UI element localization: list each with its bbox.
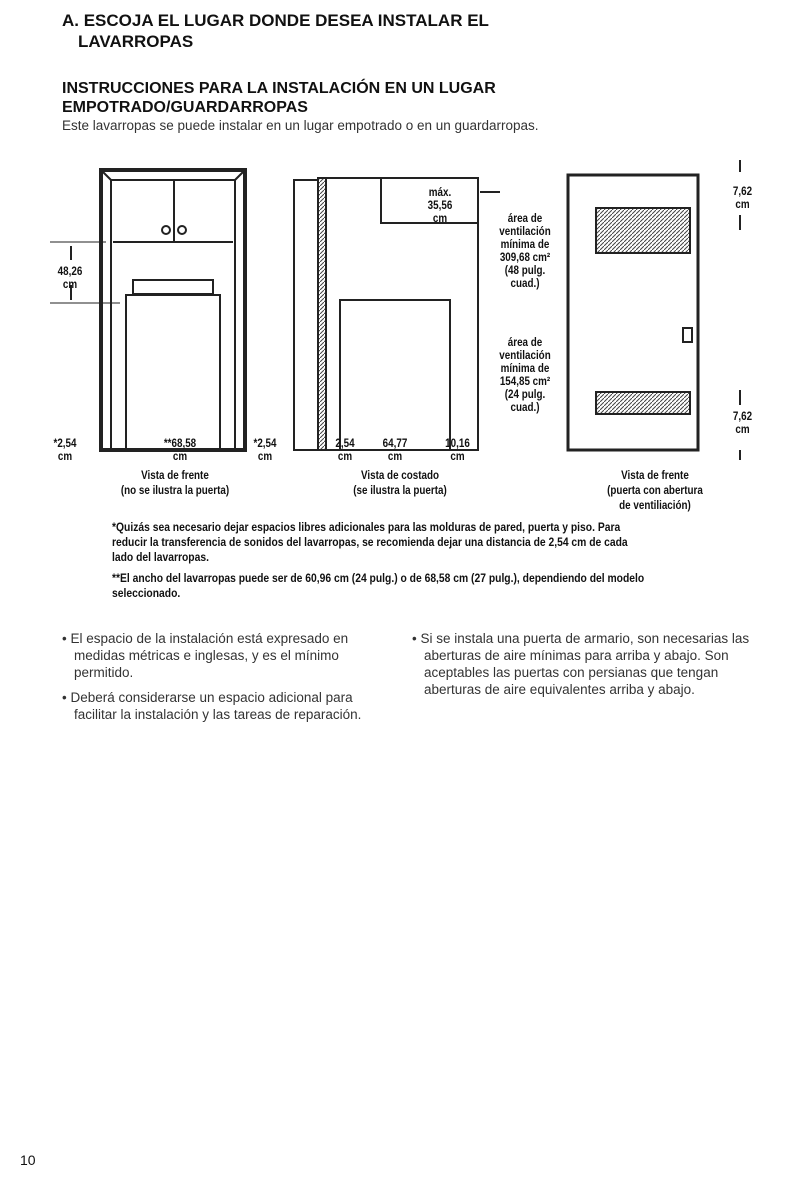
bullet-item: • Si se instala una puerta de armario, son necesarias las aberturas de aire mínimas para arriba y abajo. Son aceptables las puertas con persianas que tengan aberturas de aire equivalentes arriba y abajo. xyxy=(412,631,750,697)
section-title-line2: LAVARROPAS xyxy=(78,32,194,51)
vent-top-label: área de ventilación mínima de 309,68 cm² (48 pulg. cuad.) xyxy=(499,211,551,290)
section-title xyxy=(62,10,489,52)
subsection-title: INSTRUCCIONES PARA LA INSTALACIÓN EN UN LUGAR EMPOTRADO/GUARDARROPAS xyxy=(62,80,496,116)
front-left-gap: *2,54 cm xyxy=(53,436,77,463)
front-height-label: 48,26 cm xyxy=(57,264,83,291)
front-right-gap: *2,54 cm xyxy=(253,436,277,463)
footnote: *Quizás sea necesario dejar espacios libres adicionales para las molduras de pared, puerta y piso. Para reducir la transferencia de sonidos del lavarropas, se recomienda dejar una distancia de 2,54 cm de cada lado del lavarropas. xyxy=(112,520,628,564)
vent-bottom-label: área de ventilación mínima de 154,85 cm² (24 pulg. cuad.) xyxy=(499,335,551,414)
door-bottom-gap: 7,62 cm xyxy=(732,409,753,436)
intro-text: Este lavarropas se puede instalar en un lugar empotrado o en un guardarropas. xyxy=(62,118,539,133)
side-depth: 64,77 cm xyxy=(382,436,408,463)
footnote: **El ancho del lavarropas puede ser de 60,96 cm (24 pulg.) o de 68,58 cm (27 pulg.), dependiendo del modelo seleccionado. xyxy=(112,571,645,600)
front-width: **68,58 cm xyxy=(163,436,197,463)
installation-diagram xyxy=(0,150,812,460)
footnotes xyxy=(112,520,645,607)
door-caption: Vista de frente (puerta con abertura de ventiliación) xyxy=(607,468,703,512)
side-view-closet xyxy=(294,178,500,450)
front-view-closet xyxy=(50,170,245,450)
side-max-label: máx. 35,56 cm xyxy=(427,185,453,225)
side-gap-b: 10,16 cm xyxy=(445,436,470,463)
door-front-view xyxy=(568,160,740,460)
bullet-item: • Deberá considerarse un espacio adicional para facilitar la instalación y las tareas de reparación. xyxy=(62,690,362,722)
bullets-left xyxy=(62,630,397,731)
front-caption: Vista de frente (no se ilustra la puerta) xyxy=(120,468,230,497)
bullets-right xyxy=(412,630,752,706)
side-gap-a: 2,54 cm xyxy=(335,436,355,463)
page-number: 10 xyxy=(20,1152,36,1168)
side-caption: Vista de costado (se ilustra la puerta) xyxy=(353,468,447,497)
bullet-item: • El espacio de la instalación está expresado en medidas métricas e inglesas, y es el mínimo permitido. xyxy=(62,631,349,680)
section-title-line1: A. ESCOJA EL LUGAR DONDE DESEA INSTALAR EL xyxy=(62,11,489,30)
door-top-gap: 7,62 cm xyxy=(732,184,753,211)
